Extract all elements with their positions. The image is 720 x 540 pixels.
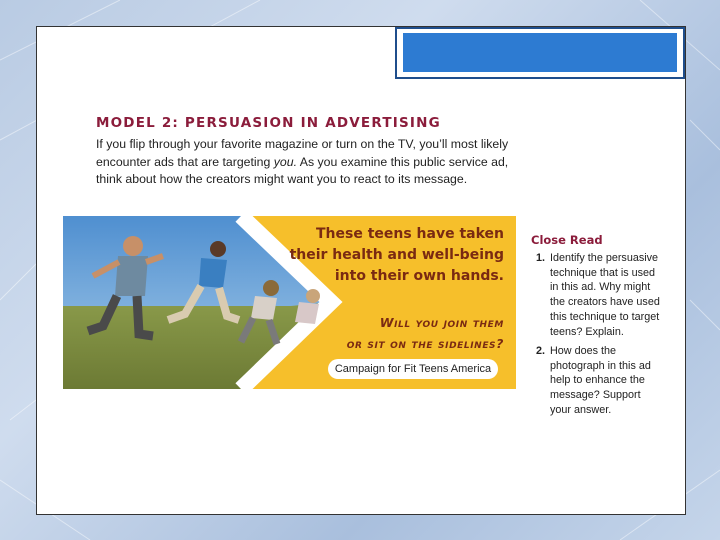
ad-headline: [274, 224, 504, 287]
campaign-badge: Campaign for Fit Teens America: [328, 359, 498, 379]
ad-headline-line: These teens have taken: [315, 226, 504, 242]
question-line: photograph in this ad: [550, 359, 651, 372]
question-text: [550, 344, 666, 418]
question-text: [550, 251, 666, 339]
question-line: How does the: [550, 345, 617, 357]
question-number: 2.: [536, 345, 546, 357]
intro-text-1: If you flip through your favorite magazine or turn on the TV, you’ll most likely encounter ads that are targeting: [96, 137, 509, 169]
close-read-title: Close Read: [531, 233, 603, 247]
question-line: your answer.: [550, 403, 612, 416]
question-line: message? Support: [550, 389, 641, 402]
ad-cta-line: Will you join them: [379, 315, 504, 330]
question-line: this technique to target: [550, 310, 660, 323]
model-heading: MODEL 2: PERSUASION IN ADVERTISING: [96, 115, 441, 131]
ad-call-to-action: [274, 312, 504, 354]
title-placeholder: [395, 27, 685, 79]
intro-italic: you.: [273, 154, 297, 169]
question-line: help to enhance the: [550, 374, 645, 387]
ad-headline-line: their health and well-being: [289, 247, 504, 263]
question-line: in this ad. Why might: [550, 281, 651, 294]
intro-paragraph: [96, 136, 511, 189]
title-bar: [403, 33, 677, 72]
question-2: [536, 344, 666, 418]
question-line: the creators have used: [550, 296, 660, 309]
ad-banner: [63, 216, 516, 389]
question-number: 1.: [536, 252, 546, 264]
question-line: Identify the persuasive: [550, 252, 659, 264]
ad-headline-line: into their own hands.: [334, 268, 504, 284]
question-1: [536, 251, 666, 339]
question-line: technique that is used: [550, 266, 656, 279]
intro-text-2: As you examine this public service ad, think about how the creators might want you to react to its message.: [96, 154, 509, 186]
ad-cta-line: or sit on the sidelines?: [346, 336, 504, 351]
question-line: teens? Explain.: [550, 325, 624, 338]
